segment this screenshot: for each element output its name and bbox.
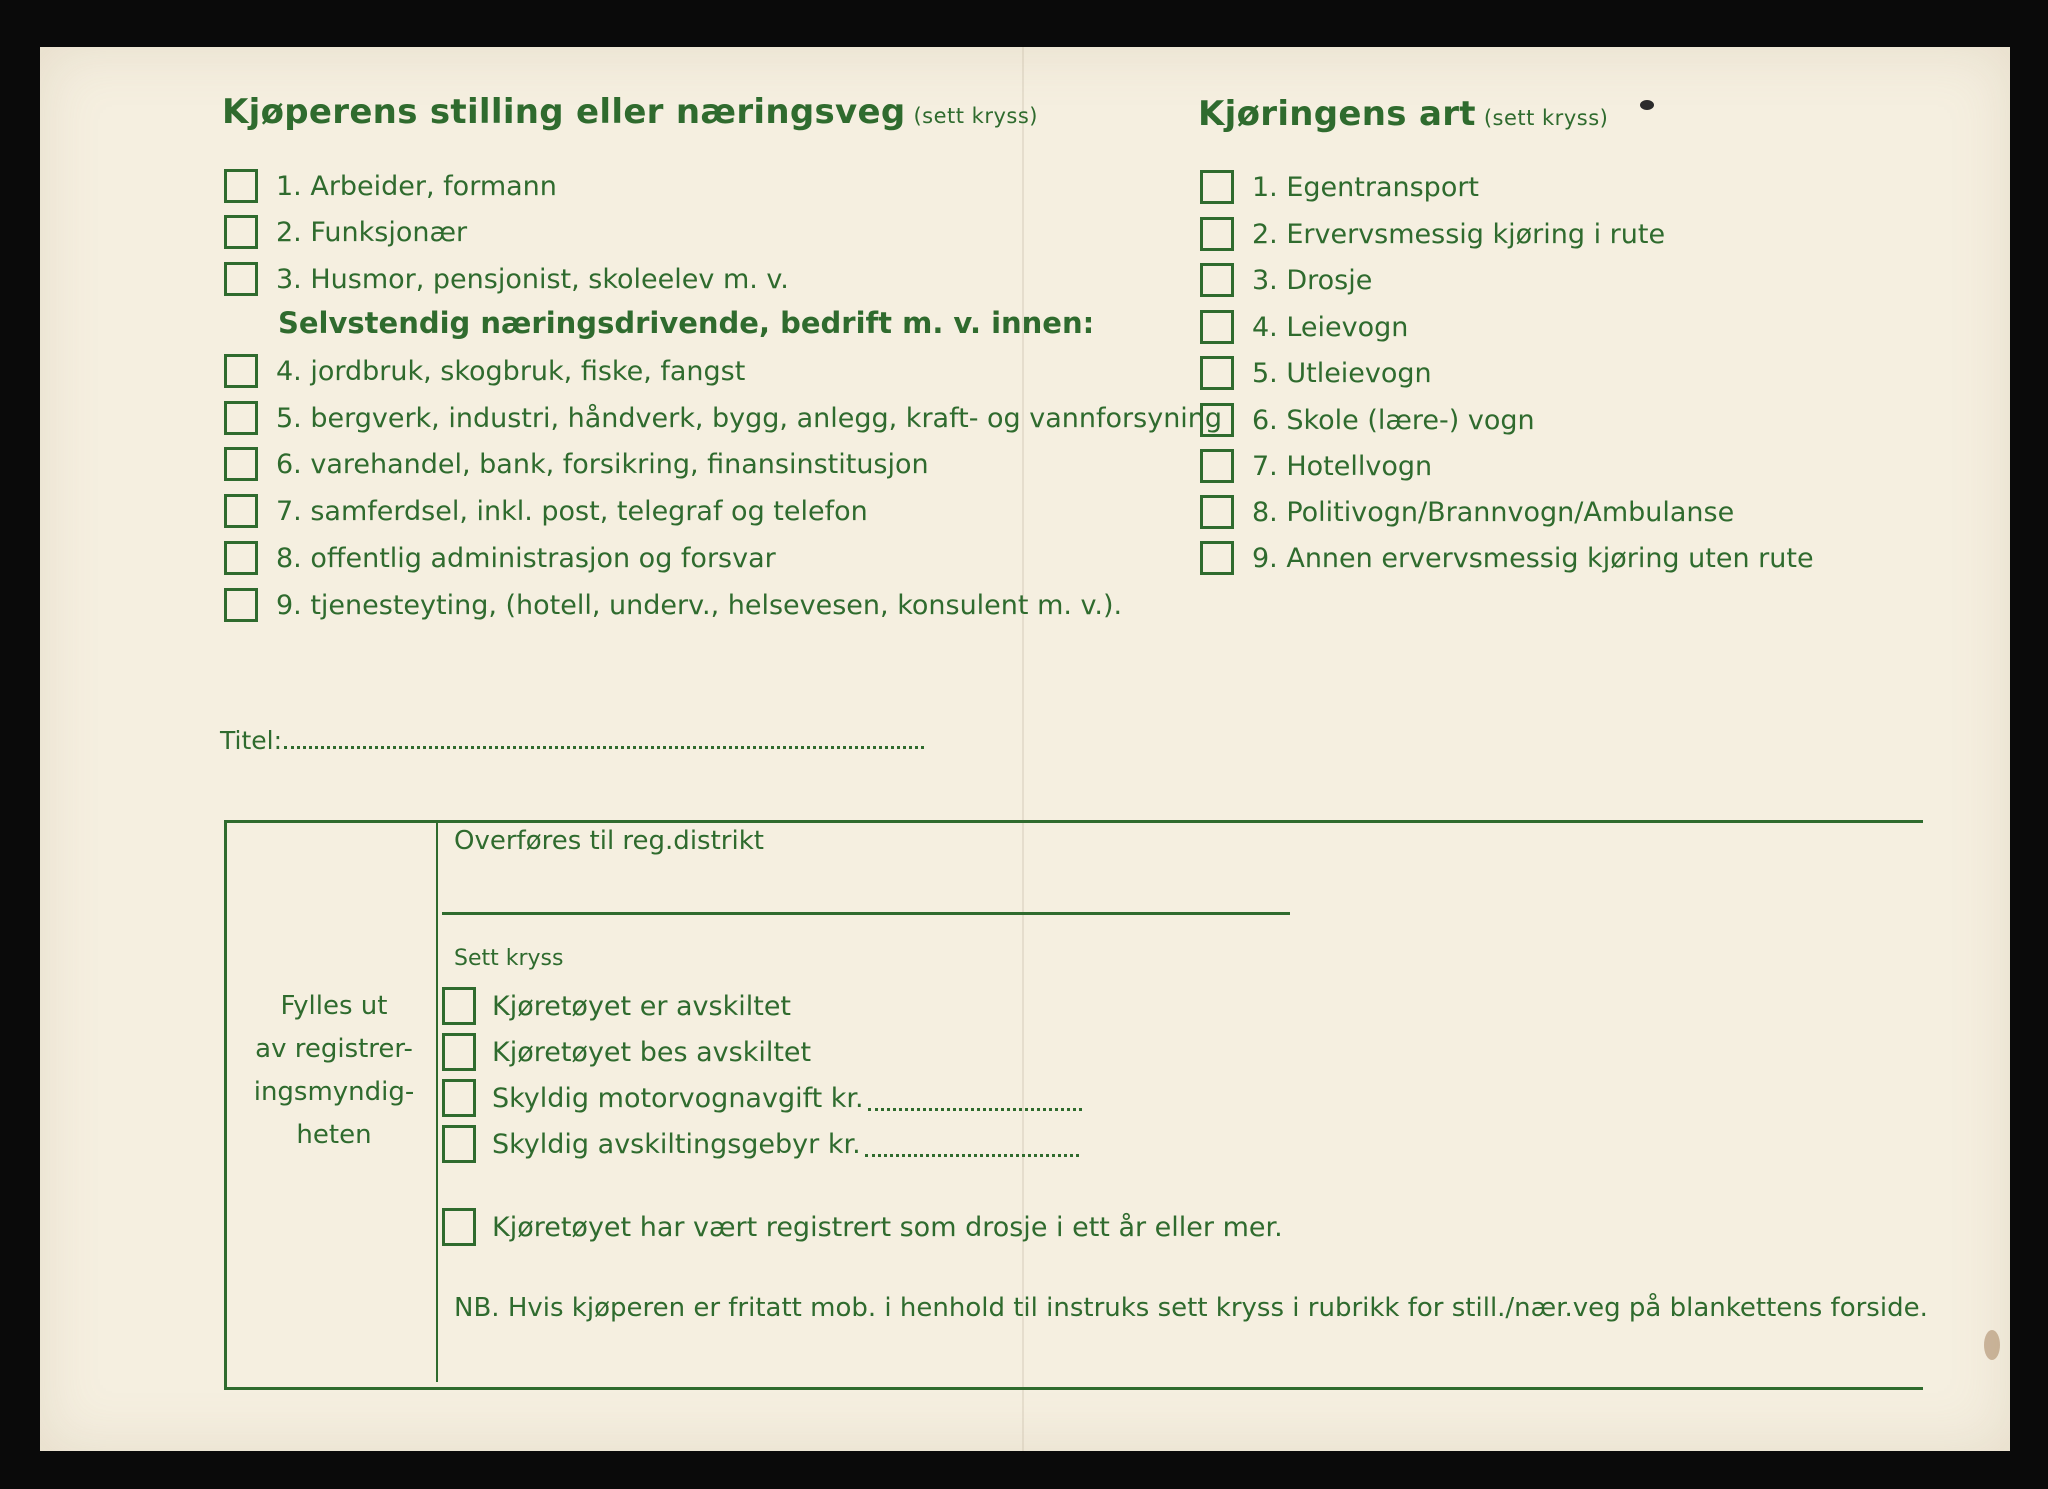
- option-label: 7. samferdsel, inkl. post, telegraf og telefon: [276, 495, 868, 527]
- option-label: 8. Politivogn/Brannvogn/Ambulanse: [1252, 496, 1735, 528]
- label-line: heten: [296, 1120, 372, 1150]
- title-label: Titel:: [220, 726, 282, 755]
- registration-authority-label: [232, 985, 436, 1157]
- occupation-option-2[interactable]: [224, 212, 467, 252]
- title-fill-line[interactable]: [284, 726, 924, 749]
- check-label: Kjøretøyet har vært registrert som drosje i ett år eller mer.: [492, 1211, 1283, 1243]
- edge-stain: [1984, 1330, 2000, 1360]
- occupation-option-8[interactable]: [224, 538, 776, 578]
- option-label: 6. Skole (lære-) vogn: [1252, 404, 1535, 436]
- checkbox[interactable]: [1200, 541, 1234, 575]
- checkbox[interactable]: [224, 354, 258, 388]
- checkbox[interactable]: [224, 447, 258, 481]
- driving-option-6[interactable]: [1200, 400, 1535, 440]
- option-label: 2. Funksjonær: [276, 216, 468, 248]
- occupation-option-7[interactable]: [224, 491, 868, 531]
- checkbox[interactable]: [1200, 495, 1234, 529]
- occupation-option-5[interactable]: [224, 398, 1222, 438]
- driving-option-4[interactable]: [1200, 307, 1408, 347]
- driving-option-9[interactable]: [1200, 538, 1814, 578]
- checkbox[interactable]: [224, 401, 258, 435]
- option-label: 4. Leievogn: [1252, 311, 1409, 343]
- option-label: 6. varehandel, bank, forsikring, finansinstitusjon: [276, 448, 929, 480]
- checkbox[interactable]: [1200, 170, 1234, 204]
- vehicle-tax-owed-check[interactable]: [442, 1077, 1082, 1119]
- label-line: ingsmyndig-: [253, 1077, 415, 1107]
- driving-type-heading-note: (sett kryss): [1483, 106, 1609, 130]
- option-label: 1. Egentransport: [1252, 171, 1480, 203]
- registration-divider: [436, 822, 438, 1382]
- check-label: Skyldig motorvognavgift kr.: [492, 1082, 864, 1114]
- occupation-option-6[interactable]: [224, 444, 929, 484]
- self-employed-subheading: Selvstendig næringsdrivende, bedrift m. v. innen:: [278, 306, 1095, 340]
- checkbox[interactable]: [442, 987, 476, 1025]
- option-label: 4. jordbruk, skogbruk, fiske, fangst: [276, 355, 746, 387]
- occupation-heading-text: Kjøperens stilling eller næringsveg: [222, 92, 906, 132]
- option-label: 1. Arbeider, formann: [276, 170, 557, 202]
- checkbox[interactable]: [1200, 263, 1234, 297]
- ink-blot: [1640, 100, 1654, 110]
- checkbox[interactable]: [1200, 449, 1234, 483]
- taxi-registered-check[interactable]: [442, 1206, 1283, 1248]
- driving-option-1[interactable]: [1200, 167, 1479, 207]
- occupation-option-9[interactable]: [224, 585, 1122, 625]
- option-label: 5. bergverk, industri, håndverk, bygg, anlegg, kraft- og vannforsyning: [276, 402, 1223, 434]
- checkbox[interactable]: [1200, 310, 1234, 344]
- option-label: 2. Ervervsmessig kjøring i rute: [1252, 218, 1666, 250]
- label-line: Fylles ut: [280, 991, 388, 1021]
- deregistered-check[interactable]: [442, 985, 791, 1027]
- checkbox[interactable]: [224, 262, 258, 296]
- occupation-option-4[interactable]: [224, 351, 745, 391]
- transfer-label: Overføres til reg.distrikt: [454, 826, 764, 856]
- option-label: 8. offentlig administrasjon og forsvar: [276, 542, 776, 574]
- occupation-heading: [222, 92, 1038, 132]
- checkbox[interactable]: [224, 541, 258, 575]
- driving-option-2[interactable]: [1200, 214, 1665, 254]
- driving-option-7[interactable]: [1200, 446, 1432, 486]
- checkbox[interactable]: [442, 1125, 476, 1163]
- checkbox[interactable]: [1200, 356, 1234, 390]
- request-deregistration-check[interactable]: [442, 1031, 811, 1073]
- check-label: Kjøretøyet er avskiltet: [492, 990, 792, 1022]
- driving-option-3[interactable]: [1200, 260, 1372, 300]
- check-label: Kjøretøyet bes avskiltet: [492, 1036, 812, 1068]
- option-label: 9. Annen ervervsmessig kjøring uten rute: [1252, 542, 1814, 574]
- option-label: 3. Husmor, pensjonist, skoleelev m. v.: [276, 263, 789, 295]
- option-label: 5. Utleievogn: [1252, 357, 1432, 389]
- checkbox[interactable]: [224, 588, 258, 622]
- check-label: Skyldig avskiltingsgebyr kr.: [492, 1128, 861, 1160]
- nb-note: NB. Hvis kjøperen er fritatt mob. i henhold til instruks sett kryss i rubrikk for still./nær.veg på blankettens forside.: [454, 1293, 1928, 1323]
- occupation-option-3[interactable]: [224, 259, 789, 299]
- transfer-fill-line[interactable]: [442, 912, 1290, 915]
- label-line: av registrer-: [255, 1034, 413, 1064]
- checkbox[interactable]: [224, 215, 258, 249]
- title-field[interactable]: [220, 726, 924, 755]
- occupation-option-1[interactable]: [224, 166, 557, 206]
- check-instruction: Sett kryss: [454, 946, 564, 971]
- amount-fill-line[interactable]: [865, 1132, 1079, 1157]
- deregistration-fee-owed-check[interactable]: [442, 1123, 1079, 1165]
- driving-option-5[interactable]: [1200, 353, 1432, 393]
- checkbox[interactable]: [224, 169, 258, 203]
- checkbox[interactable]: [442, 1208, 476, 1246]
- driving-type-heading-text: Kjøringens art: [1198, 94, 1476, 134]
- checkbox[interactable]: [1200, 403, 1234, 437]
- checkbox[interactable]: [1200, 217, 1234, 251]
- driving-type-heading: [1198, 94, 1608, 134]
- option-label: 7. Hotellvogn: [1252, 450, 1433, 482]
- option-label: 9. tjenesteyting, (hotell, underv., helsevesen, konsulent m. v.).: [276, 589, 1123, 621]
- driving-option-8[interactable]: [1200, 492, 1734, 532]
- amount-fill-line[interactable]: [868, 1086, 1082, 1111]
- checkbox[interactable]: [442, 1033, 476, 1071]
- checkbox[interactable]: [224, 494, 258, 528]
- option-label: 3. Drosje: [1252, 264, 1373, 296]
- occupation-heading-note: (sett kryss): [913, 104, 1038, 128]
- checkbox[interactable]: [442, 1079, 476, 1117]
